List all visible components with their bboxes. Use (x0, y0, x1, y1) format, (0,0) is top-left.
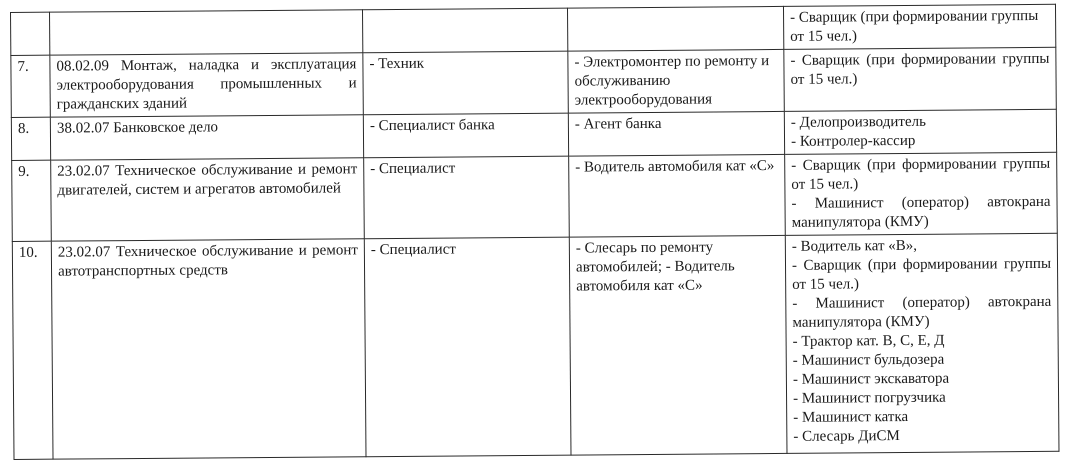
specialty-cell: 23.02.07 Техническое обслуживание и ремонт автотранспортных средств (51, 239, 366, 459)
extra-profession-item: - Машинист экскаватора (792, 370, 950, 388)
table-row (12, 233, 1059, 459)
extra-profession-cell (785, 152, 1058, 235)
table-row (12, 152, 1058, 241)
extra-profession-item: - Слесарь ДиСМ (793, 428, 900, 445)
extra-profession-item: - Сварщик (при формировании группы от 15 чел.) (791, 155, 1051, 193)
extra-profession-item: - Делопроизводитель (790, 113, 926, 131)
specialty-cell: 38.02.07 Банковское дело (50, 115, 363, 160)
worker-profession-cell: - Водитель автомобиля кат «С» (569, 154, 786, 237)
extra-profession-item: - Контролер-кассир (790, 132, 916, 150)
qualification-cell: - Техник (363, 51, 568, 115)
extra-profession-cell (785, 233, 1059, 453)
row-number: 10. (12, 241, 53, 459)
extra-profession-item: - Сварщик (при формировании группы от 15 чел.) (790, 7, 1039, 45)
specialty-cell (50, 10, 363, 55)
qualification-cell (362, 8, 567, 53)
extra-profession-item: - Машинист погрузчика (792, 389, 946, 407)
qualification-cell: - Специалист банка (363, 113, 568, 158)
row-number: 8. (11, 117, 50, 160)
specialty-cell: 08.02.09 Монтаж, наладка и эксплуатация электрооборудования промышленных и гражданских зданий (50, 53, 363, 117)
row-number: 7. (11, 55, 50, 117)
extra-profession-cell (784, 109, 1056, 154)
table-row (11, 47, 1056, 117)
extra-profession-item: - Машинист (оператор) автокрана манипулятора (КМУ) (792, 293, 1052, 331)
extra-profession-cell (783, 4, 1055, 49)
extra-profession-item: - Машинист (оператор) автокрана манипулятора (КМУ) (791, 193, 1051, 231)
extra-profession-item: - Машинист катка (793, 408, 909, 426)
worker-profession-cell: - Электромонтер по ремонту и обслуживанию электрооборудования (568, 49, 784, 113)
extra-profession-item: - Водитель кат «В», (791, 237, 918, 255)
qualification-cell: - Специалист (364, 237, 571, 457)
worker-profession-cell (567, 6, 783, 51)
row-number (11, 12, 50, 55)
extra-profession-item: - Сварщик (при формировании группы от 15 чел.) (791, 255, 1052, 293)
row-number: 9. (12, 160, 52, 241)
extra-profession-item: - Сварщик (при формировании группы от 15 чел.) (790, 50, 1050, 88)
specialty-cell: 23.02.07 Техническое обслуживание и ремонт двигателей, систем и агрегатов автомобилей (51, 158, 365, 241)
worker-profession-cell: - Слесарь по ремонту автомобилей; - Водитель автомобиля кат «С» (569, 235, 787, 455)
specialties-table (10, 4, 1059, 460)
worker-profession-cell: - Агент банка (568, 111, 784, 156)
document-table-wrapper (10, 7, 1056, 460)
extra-profession-item: - Машинист бульдозера (792, 351, 945, 369)
extra-profession-item: - Трактор кат. В, С, Е, Д (792, 332, 945, 350)
qualification-cell: - Специалист (364, 156, 570, 239)
extra-profession-cell (784, 47, 1056, 111)
